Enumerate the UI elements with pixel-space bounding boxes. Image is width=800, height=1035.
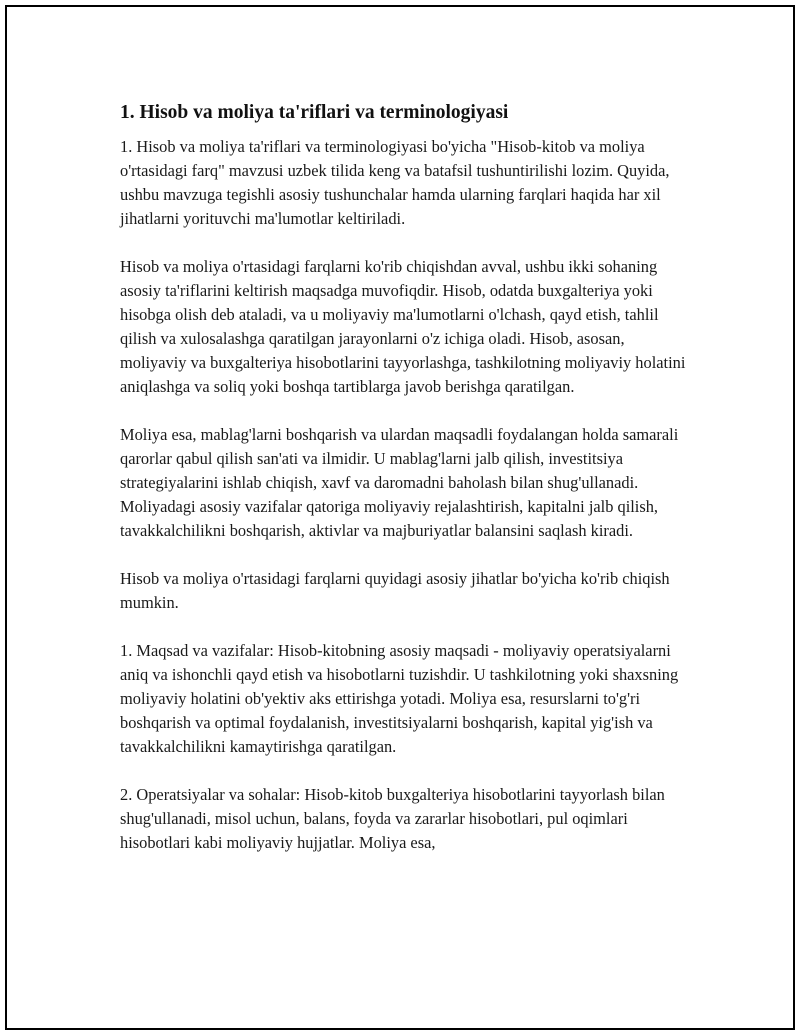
paragraph-differences-intro: Hisob va moliya o'rtasidagi farqlarni quyidagi asosiy jihatlar bo'yicha ko'rib chiqish mumkin. [120,569,670,612]
paragraph-goals: 1. Maqsad va vazifalar: Hisob-kitobning asosiy maqsadi - moliyaviy operatsiyalarni aniq va ishonchli qayd etish va hisobotlarni tuzishdir. U tashkilotning yoki shaxsning moliyaviy holatini ob'yektiv aks ettirishga yotadi. Moliya esa, resurslarni to'g'ri boshqarish va optimal foydalanish, investitsiyalarni boshqarish, kapital yig'ish va tavakkalchilikni kamaytirishga qaratilgan. [120,641,679,756]
document-content [120,99,690,879]
paragraph-moliya-definition: Moliya esa, mablag'larni boshqarish va ulardan maqsadli foydalangan holda samarali qarorlar qabul qilish san'ati va ilmidir. U mablag'larni jalb qilish, investitsiya strategiyalarini ishlab chiqish, xavf va daromadni baholash bilan shug'ullanadi. Moliyadagi asosiy vazifalar qatoriga moliyaviy rejalashtirish, kapitalni jalb qilish, tavakkalchilikni boshqarish, aktivlar va majburiyatlar balansini saqlash kiradi. [120,425,679,540]
paragraph-hisob-definition: Hisob va moliya o'rtasidagi farqlarni ko'rib chiqishdan avval, ushbu ikki sohaning asosiy ta'riflarini keltirish maqsadga muvofiqdir. Hisob, odatda buxgalteriya yoki hisobga olish deb ataladi, va u moliyaviy ma'lumotlarni o'lchash, qayd etish, tahlil qilish va xulosalashga qaratilgan jarayonlarni o'z ichiga oladi. Hisob, asosan, moliyaviy va buxgalteriya hisobotlarini tayyorlashga, tashkilotning moliyaviy holatini aniqlashga va soliq yoki boshqa tartiblarga javob berishga qaratilgan. [120,257,686,396]
paragraph-intro: 1. Hisob va moliya ta'riflari va terminologiyasi bo'yicha "Hisob-kitob va moliya o'rtasidagi farq" mavzusi uzbek tilida keng va batafsil tushuntirilishi lozim. Quyida, ushbu mavzuga tegishli asosiy tushunchalar hamda ularning farqlari haqida har xil jihatlarni yorituvchi ma'lumotlar keltiriladi. [120,137,670,228]
document-page [5,5,795,1030]
document-title: 1. Hisob va moliya ta'riflari va terminologiyasi [120,102,509,123]
paragraph-operations: 2. Operatsiyalar va sohalar: Hisob-kitob buxgalteriya hisobotlarini tayyorlash bilan shug'ullanadi, misol uchun, balans, foyda va zararlar hisobotlari, pul oqimlari hisobotlari kabi moliyaviy hujjatlar. Moliya esa, [120,785,665,852]
